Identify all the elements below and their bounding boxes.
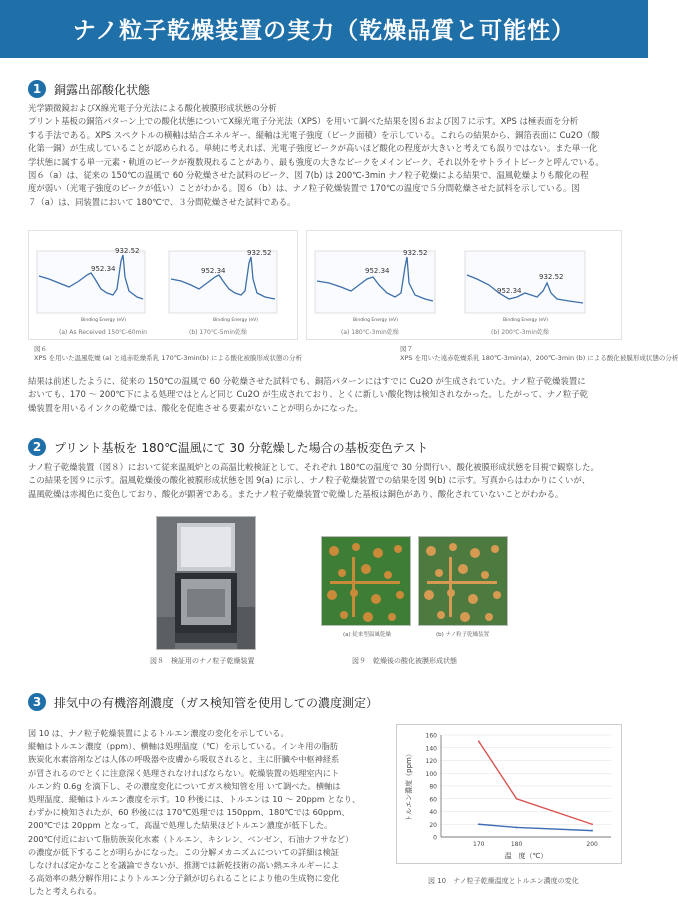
peak-label: 932.52	[247, 249, 272, 257]
x-tick-label: 170	[473, 841, 485, 848]
text-line: が冒されるのでとくに注意深く処理されなければならない。乾燥装置の処理室内にト	[28, 767, 340, 778]
text-line: プリント基板の銅箔パターン上での酸化状態についてX線光電子分光法（XPS）を用いて調べた結果を図６および図７に示す。XPS は極表面を分析	[28, 116, 579, 127]
y-tick-label: 140	[425, 745, 437, 753]
section-3-text	[28, 727, 388, 899]
text-line: の濃度が低下することが明らかになった。この分解メカニズムについての詳細は検証	[28, 846, 339, 857]
section-number-badge: 1	[28, 80, 46, 98]
x-axis-label: Binding Energy (eV)	[353, 318, 398, 323]
fig8-dryer-photo	[156, 516, 256, 650]
section-2-text	[28, 461, 623, 501]
x-axis-title: 温 度（℃）	[504, 852, 548, 860]
text-line: ナノ粒子乾燥装置（図８）において従来温風炉との高温比較検証として、それぞれ 180℃の温度で 30 分間行い、酸化被膜形成状態を目視で観察した。	[28, 462, 599, 472]
text-line: したと考えられる。	[28, 886, 102, 897]
x-tick-label: 180	[510, 841, 523, 848]
data-point	[516, 827, 518, 829]
text-line: 結果は前述したように、従来の 150℃の温風で 60 分乾燥させた試料でも、銅箔パターンにはすでに Cu2O が生成されていた。ナノ粒子乾燥装置に	[28, 376, 586, 386]
y-tick-label: 120	[425, 758, 437, 765]
fig10-caption: 図 10 ナノ粒子乾燥温度とトルエン濃度の変化	[428, 877, 579, 885]
xps-panel-b	[169, 249, 277, 323]
panel-sublabel: (b) 200℃-3min乾燥	[491, 329, 549, 336]
xps-panel-a	[315, 249, 435, 323]
dryer-illustration	[157, 517, 255, 649]
text-line: おいても、170 ～ 200℃下による処理ではとんど同じ Cu2O が生成されており、とくに新しい酸化物は検知されなかった。したがって、ナノ粒子乾	[28, 389, 589, 400]
xps-panel-b	[465, 251, 585, 323]
text-line: 化第一銅）が生成していることが認められる。単純に考えれば、光電子強度ピークが高いほど酸化の程度が大きいと考えても誤りではない。また単一化	[28, 143, 598, 154]
peak-label: 932.52	[539, 273, 564, 281]
text-line: しなければ定かなことを議論できないが、推測では新乾技術の高い熱エネルギーによ	[28, 860, 340, 871]
fig6-panels	[28, 230, 298, 340]
text-line: 200℃付近において脂肪族炭化水素（トルエン、キシレン、ベンゼン、石油ナフサなど）	[28, 833, 354, 844]
text-line: ルエン約 0.6g を滴下し、その濃度変化についてガス検知管を用 いて調べた。横軸は	[28, 780, 341, 791]
text-line: 200℃では 20ppm となって、高温で処理した結果ほどトルエン濃度が低下した。	[28, 820, 333, 831]
section-title: 銅露出部酸化状態	[54, 82, 151, 97]
y-tick-label: 20	[429, 821, 437, 829]
fig9b-board-photo	[418, 536, 508, 626]
panel-sublabel: (b) 170℃-5min乾燥	[189, 329, 247, 336]
fig7-panels	[306, 230, 622, 340]
fig6-label: 図６	[34, 345, 47, 353]
section-1-subtitle: 光学顕微鏡およびX線光電子分光法による酸化被膜形成状態の分析	[28, 103, 277, 113]
text-line: する手法である。XPS スペクトルの横軸は結合エネルギー、縦軸は光電子強度（ピーク面積）を示している。これらの結果から、銅箔表面に Cu2O（酸	[28, 129, 600, 140]
y-axis-title: トルエン濃度（ppm）	[405, 750, 413, 822]
text-line: 縦軸はトルエン濃度（ppm）、横軸は処理温度（℃）を示している。インキ用の脂肪	[28, 741, 339, 752]
text-line: この結果を図９に示す。温風乾燥後の酸化被膜形成状態を図 9(a) に示し、ナノ粒子乾燥装置での結果を図 9(b) に示す。写真からはわかりにくいが、	[28, 475, 591, 486]
y-tick-label: 60	[429, 796, 437, 804]
section-1-text	[28, 102, 623, 209]
text-line: 族炭化水素溶剤などは人体の呼吸器や皮膚から吸収されると、主に肝臓や中枢神経系	[28, 754, 340, 765]
data-point	[478, 740, 480, 742]
text-line: 度が弱い（光電子強度のピークが低い）ことがわかる。図６（b）は、ナノ粒子乾燥装置で 170℃の温度で５分間乾燥させた試料を示している。図	[28, 183, 580, 194]
y-tick-label: 0	[433, 834, 437, 842]
fig9a-board-photo	[321, 536, 411, 626]
section-2-heading	[28, 437, 428, 457]
peak-label: 952.34	[91, 265, 116, 273]
text-line: 図 10 は、ナノ粒子乾燥装置によるトルエン濃度の変化を示している。	[28, 728, 289, 738]
fig7-chart-svg	[307, 231, 621, 339]
section-title: 排気中の有機溶剤濃度（ガス検知管を使用しての濃度測定）	[54, 695, 379, 710]
text-line: 処理温度、縦軸はトルエン濃度を示す。10 秒後には、トルエンは 10 ～ 20ppm となり、	[28, 794, 361, 805]
panel-sublabel: (a) As Received 150℃-60min	[59, 329, 147, 336]
header-banner	[0, 0, 648, 58]
pcb-pattern	[322, 537, 410, 625]
fig6-chart-svg	[29, 231, 297, 339]
series-line-0	[479, 741, 592, 824]
section-1-conclusion	[28, 375, 623, 415]
y-tick-label: 40	[429, 809, 437, 816]
text-line: 図６（a）は、従来の 150℃の温風で 60 分乾燥させた試料のピーク、図 7(b) は 200℃-3min ナノ粒子乾燥による結果で、温風乾燥よりも酸化の程	[28, 170, 589, 181]
peak-label: 932.52	[115, 247, 140, 255]
page-title: ナノ粒子乾燥装置の実力（乾燥品質と可能性）	[72, 18, 576, 44]
fig9-caption: 図９ 乾燥後の酸化被膜形成状態	[352, 657, 457, 665]
peak-label: 952.34	[497, 287, 522, 295]
series-line-1	[479, 824, 592, 830]
section-number-badge: 2	[28, 438, 46, 456]
text-line: 温風乾燥は赤褐色に変色しており、酸化が顕著である。またナノ粒子乾燥装置で乾燥した基板は銅色があり、酸化されていないことがわかる。	[28, 488, 564, 499]
x-axis-label: Binding Energy (eV)	[503, 318, 548, 323]
text-line: る高効率の熱分解作用によりトルエン分子鎖が切られることにより他の生成物に変化	[28, 873, 340, 884]
section-1-heading	[28, 79, 150, 99]
text-line: わずかに検知されたが、60 秒後には 170℃処理では 150ppm、180℃では 60ppm、	[28, 807, 350, 818]
x-tick-label: 200	[586, 841, 598, 848]
peak-label: 932.52	[403, 249, 428, 257]
peak-label: 952.34	[201, 267, 226, 275]
data-point	[591, 830, 593, 832]
peak-label: 952.34	[365, 267, 390, 275]
section-number-badge: 3	[28, 693, 46, 711]
section-3-heading	[28, 692, 378, 712]
fig9a-label: (a) 従来型温風乾燥	[343, 632, 391, 638]
fig7-label: 図７	[400, 345, 413, 353]
y-tick-label: 160	[425, 732, 437, 740]
text-line: ７（a）は、同装置において 180℃で、３分間乾燥させた試料である。	[28, 196, 296, 207]
panel-sublabel: (a) 180℃-3min乾燥	[341, 329, 399, 336]
x-axis-label: Binding Energy (eV)	[213, 318, 258, 323]
fig10-chart-frame	[396, 724, 622, 864]
toluene-chart	[397, 725, 621, 863]
xps-panel-a	[37, 247, 145, 323]
fig7-caption: XPS を用いた遠赤乾燥系乳 180℃-3min(a)、200℃-3min (b) による酸化被膜形成状態の分析	[400, 354, 678, 362]
fig8-caption: 図８ 検証用のナノ粒子乾燥装置	[150, 657, 255, 665]
data-point	[516, 798, 518, 800]
text-line: 燥装置を用いるインクの乾燥では、酸化を促進させる要素がないことが明らかになった。	[28, 402, 363, 413]
y-tick-label: 100	[425, 770, 437, 778]
section-title: プリント基板を 180℃温風にて 30 分乾燥した場合の基板変色テスト	[54, 440, 429, 455]
y-tick-label: 80	[429, 783, 437, 791]
fig6-caption: XPS を用いた温風乾燥 (a) と遠赤乾燥系乳 170℃-3min(b) による酸化被膜形成状態の分析	[34, 354, 303, 362]
text-line: 学状態に属する単一元素・軌道のピークが複数現れることがあり、最も強度の大きなピークをメインピーク、それ以外をサトライトピークと呼んでいる。	[28, 156, 604, 167]
fig9b-label: (b) ナノ粒子乾燥装置	[436, 632, 490, 638]
data-point	[478, 823, 480, 825]
data-point	[591, 823, 593, 825]
pcb-pattern	[419, 537, 507, 625]
x-axis-label: Binding Energy (eV)	[81, 318, 126, 323]
